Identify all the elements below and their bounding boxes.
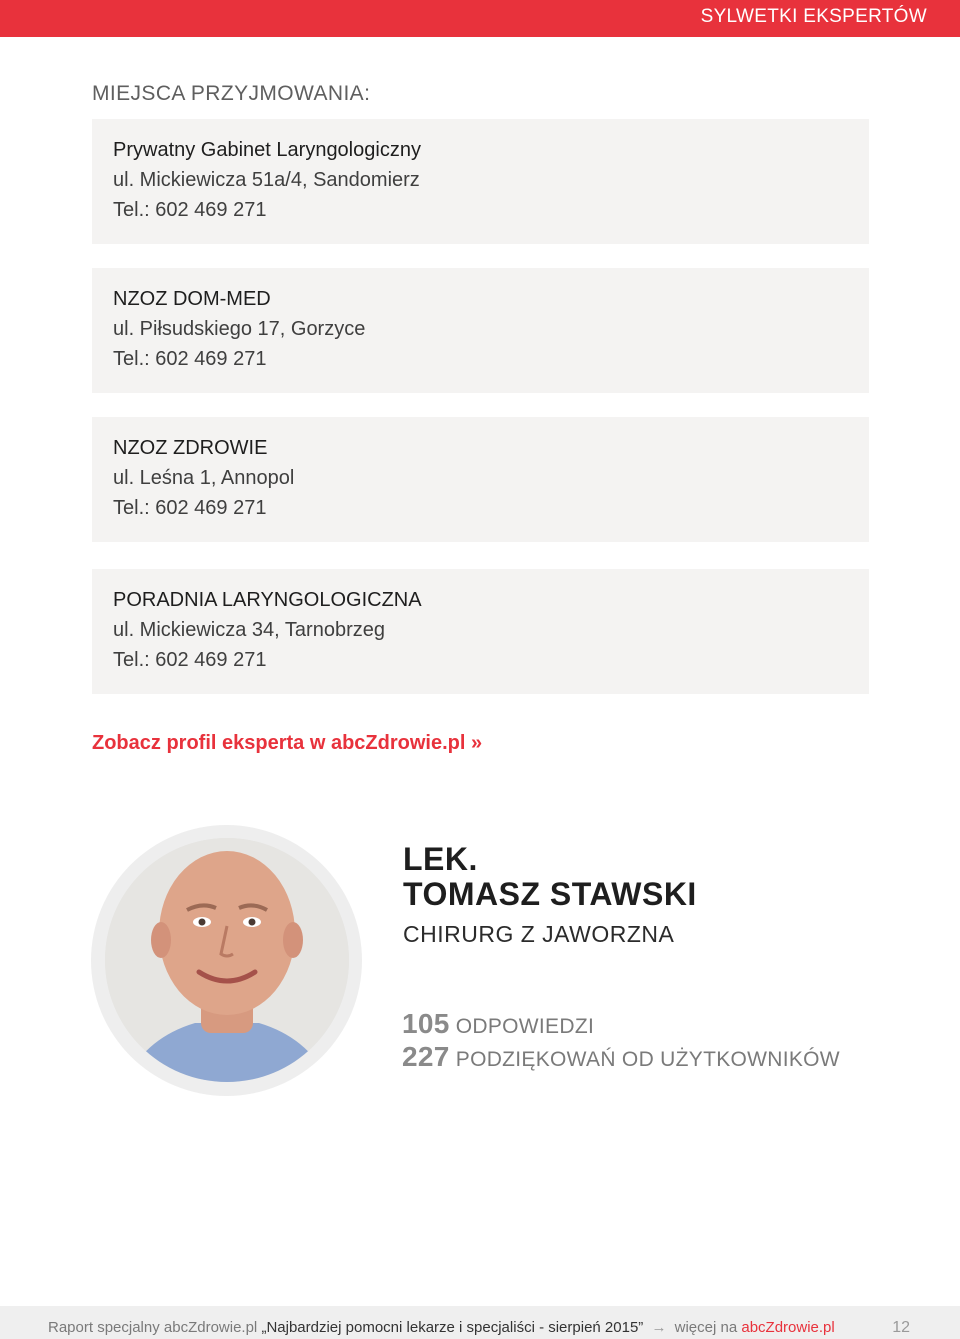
place-phone: Tel.: 602 469 271 bbox=[113, 497, 267, 519]
arrow-right-icon: → bbox=[651, 1319, 667, 1336]
page-number: 12 bbox=[892, 1319, 910, 1336]
place-address: ul. Mickiewicza 51a/4, Sandomierz bbox=[113, 169, 420, 191]
place-address: ul. Mickiewicza 34, Tarnobrzeg bbox=[113, 619, 385, 641]
thanks-stat bbox=[402, 1041, 840, 1073]
place-phone: Tel.: 602 469 271 bbox=[113, 348, 267, 370]
footer-report-title: „Najbardziej pomocni lekarze i specjaliści - sierpień 2015” bbox=[261, 1319, 644, 1336]
header-bar bbox=[0, 0, 960, 37]
place-name: NZOZ ZDROWIE bbox=[113, 437, 268, 459]
answers-count: 105 bbox=[402, 1008, 450, 1039]
expert-full-name: TOMASZ STAWSKI bbox=[403, 876, 697, 912]
footer-site-link[interactable]: abcZdrowie.pl bbox=[741, 1319, 835, 1336]
expert-title-prefix: LEK. bbox=[403, 841, 478, 877]
place-name: NZOZ DOM-MED bbox=[113, 288, 271, 310]
footer-text bbox=[48, 1319, 835, 1336]
portrait-illustration bbox=[105, 838, 349, 1082]
avatar bbox=[105, 838, 349, 1082]
answers-stat bbox=[402, 1008, 594, 1040]
answers-label: ODPOWIEDZI bbox=[455, 1015, 595, 1038]
place-address: ul. Leśna 1, Annopol bbox=[113, 467, 295, 489]
expert-profile-link[interactable]: Zobacz profil eksperta w abcZdrowie.pl » bbox=[92, 732, 483, 754]
place-address: ul. Piłsudskiego 17, Gorzyce bbox=[113, 318, 366, 340]
footer bbox=[0, 1306, 960, 1339]
place-card bbox=[92, 417, 869, 542]
thanks-count: 227 bbox=[402, 1041, 450, 1072]
expert-role: CHIRURG Z JAWORZNA bbox=[403, 921, 675, 947]
place-card bbox=[92, 268, 869, 393]
place-card bbox=[92, 569, 869, 694]
section-heading: MIEJSCA PRZYJMOWANIA: bbox=[92, 82, 371, 105]
footer-more-prefix: więcej na bbox=[674, 1319, 738, 1336]
footer-prefix: Raport specjalny abcZdrowie.pl bbox=[48, 1319, 258, 1336]
place-phone: Tel.: 602 469 271 bbox=[113, 199, 267, 221]
place-name: PORADNIA LARYNGOLOGICZNA bbox=[113, 589, 422, 611]
expert-name bbox=[403, 842, 697, 912]
thanks-label: PODZIĘKOWAŃ OD UŻYTKOWNIKÓW bbox=[455, 1048, 840, 1071]
place-phone: Tel.: 602 469 271 bbox=[113, 649, 267, 671]
place-card bbox=[92, 119, 869, 244]
header-title: SYLWETKI EKSPERTÓW bbox=[700, 6, 927, 27]
place-name: Prywatny Gabinet Laryngologiczny bbox=[113, 139, 421, 161]
